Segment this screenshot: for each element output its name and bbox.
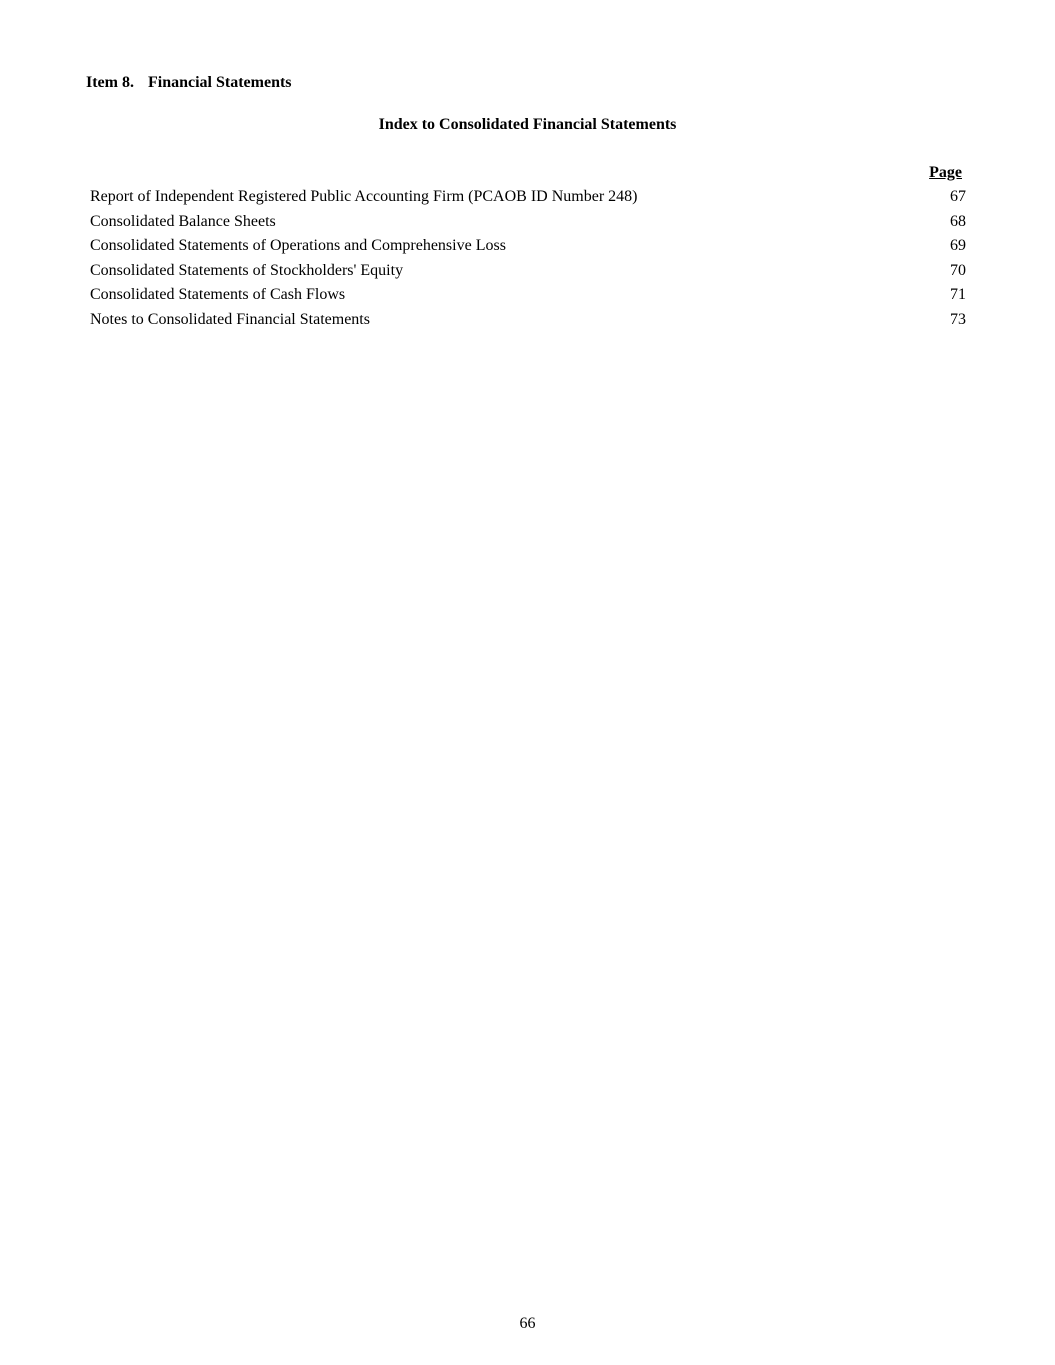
toc-entry-page: 68: [950, 212, 966, 230]
toc-entry-stockholders-equity[interactable]: [90, 261, 966, 286]
toc-entry-label: Notes to Consolidated Financial Statements: [90, 310, 370, 328]
item-heading: [86, 74, 292, 92]
toc-entry-operations[interactable]: [90, 236, 966, 261]
toc-entry-balance-sheets[interactable]: [90, 212, 966, 237]
toc-entry-page: 70: [950, 261, 966, 279]
toc-entry-page: 69: [950, 237, 966, 255]
toc-entry-label: Consolidated Statements of Operations and Comprehensive Loss: [90, 237, 506, 255]
toc-entry-label: Consolidated Statements of Stockholders' Equity: [90, 261, 404, 279]
toc-entry-auditor-report[interactable]: [90, 187, 966, 212]
page-column-header: Page: [929, 164, 962, 181]
toc-entry-page: 67: [950, 188, 966, 205]
toc-entry-page: 71: [950, 286, 966, 304]
page-number: 66: [519, 1315, 536, 1332]
toc-entry-cash-flows[interactable]: [90, 285, 966, 310]
toc-entry-page: 73: [950, 310, 966, 328]
item-title: Financial Statements: [147, 74, 292, 91]
index-title: Index to Consolidated Financial Statements: [378, 116, 677, 133]
toc-entry-label: Consolidated Balance Sheets: [90, 212, 276, 230]
item-number: Item 8.: [86, 74, 134, 91]
toc-entry-label: Consolidated Statements of Cash Flows: [90, 286, 346, 304]
toc-entry-notes[interactable]: [90, 310, 966, 335]
toc-list: [90, 187, 966, 335]
toc-entry-label: Report of Independent Registered Public Accounting Firm (PCAOB ID Number 248): [90, 188, 638, 205]
